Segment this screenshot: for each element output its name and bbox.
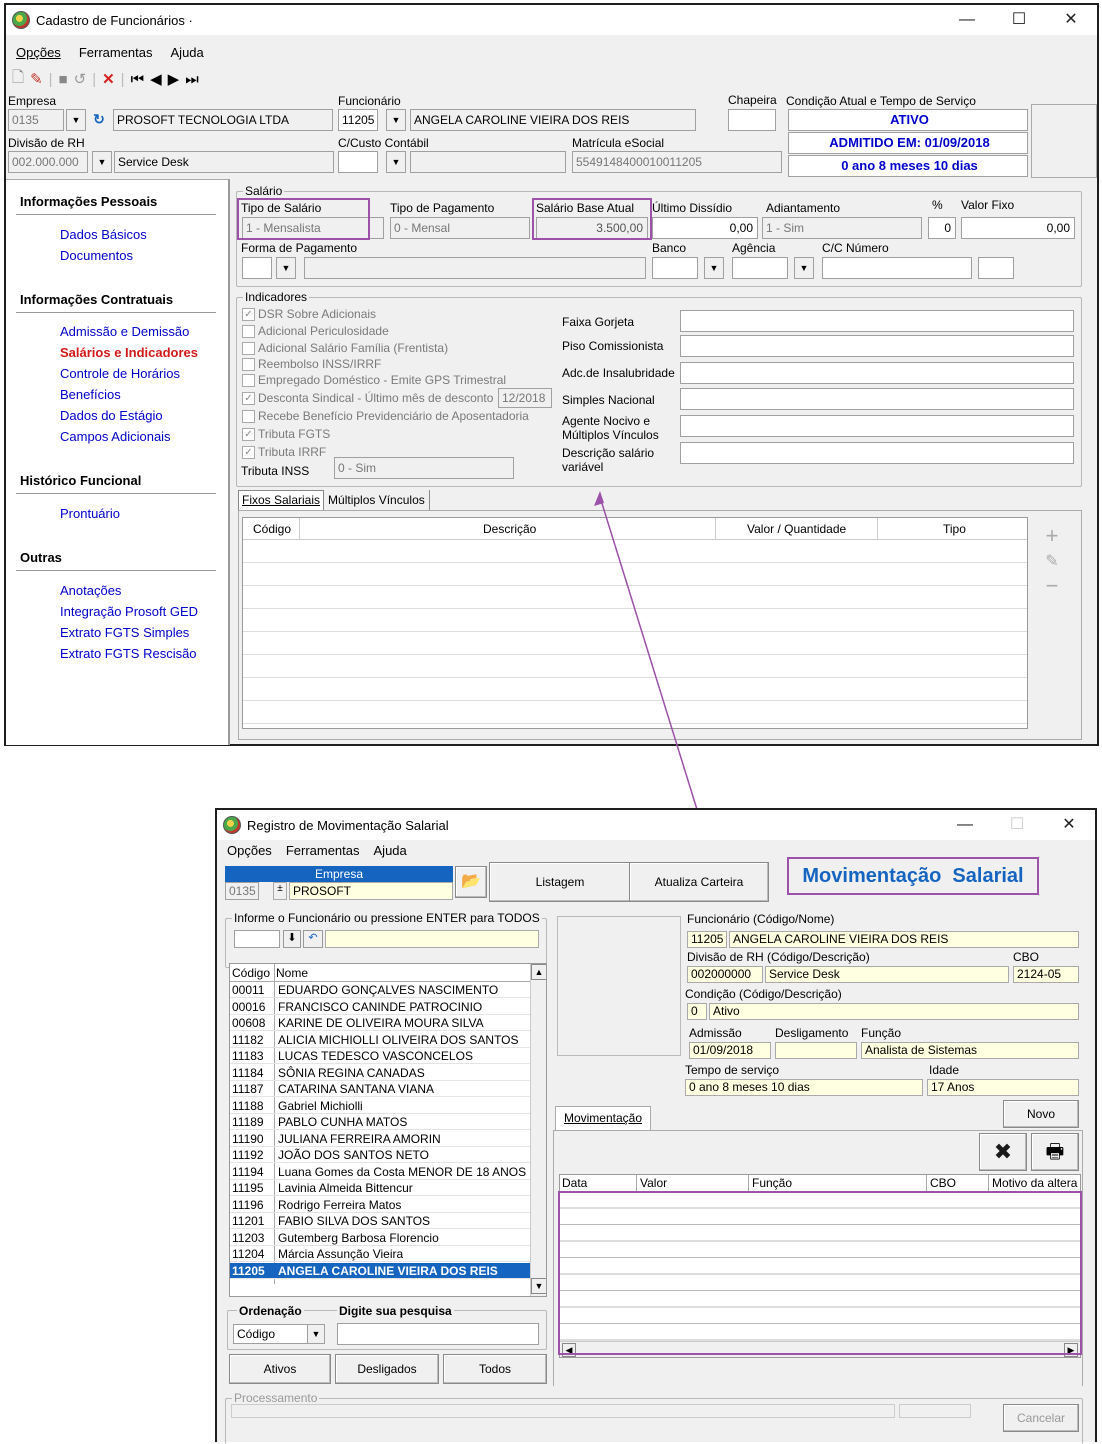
admissao-field: 01/09/2018 xyxy=(689,1042,771,1059)
checkbox-checked[interactable]: ✓ xyxy=(242,308,255,321)
divisao-code-field: 002000000 xyxy=(687,966,763,983)
list-scrollbar[interactable] xyxy=(530,964,547,1296)
menu-ajuda[interactable]: Ajuda xyxy=(170,44,204,60)
novo-button[interactable]: Novo xyxy=(1003,1100,1079,1128)
funcao-field: Analista de Sistemas xyxy=(861,1042,1079,1059)
window-title: Cadastro de Funcionários · xyxy=(36,12,193,28)
emp-code: 11192 xyxy=(232,1148,264,1162)
nav-dados-basicos[interactable]: Dados Básicos xyxy=(60,227,147,242)
agente-nocivo-label-2: Múltiplos Vínculos xyxy=(562,428,659,442)
emp-name: FRANCISCO CANINDE PATROCINIO xyxy=(278,999,483,1014)
idade-field: 17 Anos xyxy=(927,1079,1079,1096)
list-item[interactable] xyxy=(230,1230,530,1246)
emp-name: ANGELA CAROLINE VIEIRA DOS REIS xyxy=(278,1263,498,1278)
ccusto-label: C/Custo Contábil xyxy=(338,136,429,150)
sindical-mes-field[interactable]: 12/2018 xyxy=(498,388,552,408)
tempo-servico-field: 0 ano 8 meses 10 dias xyxy=(788,155,1028,177)
scroll-right-icon[interactable]: ▶ xyxy=(1064,1343,1078,1357)
separator: | xyxy=(92,70,97,88)
ativos-button[interactable]: Ativos xyxy=(229,1354,331,1384)
menu-opcoes[interactable]: Opções xyxy=(16,44,61,60)
adiantamento-select[interactable]: 1 - Sim xyxy=(762,217,922,239)
agencia-label: Agência xyxy=(732,241,776,255)
progress-status xyxy=(899,1404,971,1418)
delete-icon[interactable]: ✕ xyxy=(102,71,115,88)
edit-icon[interactable]: ✎ xyxy=(30,71,43,88)
list-col-nome[interactable]: Nome xyxy=(276,966,309,980)
emp-code: 11183 xyxy=(232,1049,264,1063)
list-item[interactable] xyxy=(230,1180,530,1196)
grid-header xyxy=(560,1175,1081,1192)
progress-bar xyxy=(231,1404,895,1418)
empresa-code-field[interactable]: 0135 xyxy=(8,109,64,131)
emp-name: Márcia Assunção Vieira xyxy=(278,1247,404,1261)
menu-ferramentas[interactable]: Ferramentas xyxy=(285,842,360,858)
nav-anotacoes[interactable]: Anotações xyxy=(60,583,122,598)
list-item[interactable] xyxy=(230,1213,530,1229)
prev-record-icon[interactable]: ◀ xyxy=(150,71,162,88)
emp-name: CATARINA SANTANA VIANA xyxy=(278,1082,435,1096)
print-icon[interactable]: 🖶 xyxy=(1031,1133,1079,1171)
piso-comissionista-label: Piso Comissionista xyxy=(562,339,664,353)
emp-code: 11204 xyxy=(232,1247,265,1261)
emp-name: JOÃO DOS SANTOS NETO xyxy=(278,1148,429,1162)
list-item[interactable] xyxy=(230,1032,530,1048)
condicao-label: Condição Atual e Tempo de Serviço xyxy=(786,94,976,108)
emp-code: 11196 xyxy=(232,1197,264,1212)
tributa-inss-label: Tributa INSS xyxy=(241,464,310,478)
empresa-label: Empresa xyxy=(8,94,57,108)
nav-salarios[interactable]: Salários e Indicadores xyxy=(60,345,199,360)
list-header xyxy=(230,964,530,982)
col-funcao[interactable]: Função xyxy=(752,1176,793,1190)
close-button[interactable]: ✕ xyxy=(1062,816,1076,833)
cbo-label: CBO xyxy=(1013,950,1040,964)
emp-name: SÔNIA REGINA CANADAS xyxy=(278,1065,425,1080)
tipo-salario-label: Tipo de Salário xyxy=(241,201,322,215)
percent-label: % xyxy=(932,198,943,212)
checkbox-checked[interactable]: ✓ xyxy=(242,392,255,405)
remove-icon[interactable]: − xyxy=(1045,573,1059,598)
emp-code: 11194 xyxy=(232,1164,264,1179)
tipo-salario-select[interactable]: 1 - Mensalista xyxy=(242,217,384,239)
salario-base-field[interactable]: 3.500,00 xyxy=(536,217,648,239)
emp-code: 11184 xyxy=(232,1065,264,1080)
chk-tributa-fgts-label: Tributa FGTS xyxy=(258,427,331,441)
list-item[interactable] xyxy=(230,999,530,1015)
lookup-icon[interactable]: ⬇ xyxy=(283,930,301,948)
emp-name: Gabriel Michiolli xyxy=(278,1098,363,1113)
nav-documentos[interactable]: Documentos xyxy=(60,248,133,263)
descricao-variavel-label-2: variável xyxy=(562,460,604,474)
indicadores-group-label: Indicadores xyxy=(245,290,308,304)
funcionario-search-code[interactable] xyxy=(234,930,280,948)
minimize-button[interactable]: — xyxy=(959,11,975,28)
nav-fgts-rescisao[interactable]: Extrato FGTS Rescisão xyxy=(60,646,197,661)
todos-button[interactable]: Todos xyxy=(443,1354,547,1384)
emp-name: EDUARDO GONÇALVES NASCIMENTO xyxy=(278,983,499,997)
list-item[interactable] xyxy=(230,1098,530,1114)
col-valor[interactable]: Valor / Quantidade xyxy=(747,522,847,536)
emp-name: PABLO CUNHA MATOS xyxy=(278,1115,408,1129)
tipo-pagamento-label: Tipo de Pagamento xyxy=(390,201,495,215)
forma-pagamento-dropdown[interactable]: ▼ xyxy=(276,257,296,279)
desligados-button[interactable]: Desligados xyxy=(335,1354,439,1384)
adiantamento-label: Adiantamento xyxy=(766,201,841,215)
funcionario-label: Funcionário xyxy=(338,94,401,108)
emp-name: JULIANA FERREIRA AMORIN xyxy=(278,1131,441,1146)
col-codigo[interactable]: Código xyxy=(253,522,292,536)
emp-code: 11190 xyxy=(232,1131,264,1146)
chk-dsr-label: DSR Sobre Adicionais xyxy=(258,307,377,321)
valor-fixo-field[interactable]: 0,00 xyxy=(961,217,1075,239)
maximize-button[interactable]: ☐ xyxy=(1011,11,1027,28)
list-item[interactable] xyxy=(230,1246,530,1262)
emp-name: KARINE DE OLIVEIRA MOURA SILVA xyxy=(278,1016,484,1030)
col-tipo[interactable]: Tipo xyxy=(943,522,966,536)
undo-icon[interactable]: ↺ xyxy=(73,71,87,88)
movimentacao-window xyxy=(215,808,1097,1442)
chk-tributa-irrf-label: Tributa IRRF xyxy=(258,445,327,459)
chk-reembolso-label: Reembolso INSS/IRRF xyxy=(258,357,382,371)
pesquisa-input[interactable] xyxy=(337,1323,539,1345)
nav-estagio[interactable]: Dados do Estágio xyxy=(60,408,163,423)
undo-icon[interactable]: ↶ xyxy=(303,930,323,948)
refresh-icon[interactable]: ↻ xyxy=(93,111,105,127)
minimize-button[interactable]: — xyxy=(957,816,973,833)
simples-nacional-label: Simples Nacional xyxy=(562,393,655,407)
condicao-name-field: Ativo xyxy=(709,1003,1079,1020)
chk-periculosidade-label: Adicional Periculosidade xyxy=(258,324,389,338)
nav-heading-outras: Outras xyxy=(20,550,62,565)
funcionario-name-field: ANGELA CAROLINE VIEIRA DOS REIS xyxy=(410,109,696,131)
emp-code: 11182 xyxy=(232,1032,264,1047)
divisao-name-field: Service Desk xyxy=(114,151,334,173)
emp-code: 00608 xyxy=(232,1016,266,1030)
checkbox-checked[interactable]: ✓ xyxy=(242,446,255,459)
first-record-icon[interactable]: ⏮ xyxy=(130,70,145,88)
separator: | xyxy=(48,70,53,88)
app-icon xyxy=(223,816,241,834)
salario-group-label: Salário xyxy=(245,184,283,198)
title-bar xyxy=(217,810,1095,840)
list-item[interactable] xyxy=(230,1114,530,1130)
separator: | xyxy=(120,70,125,88)
scroll-left-icon[interactable]: ◀ xyxy=(562,1343,576,1357)
col-motivo[interactable]: Motivo da altera xyxy=(992,1176,1078,1190)
window-title: Registro de Movimentação Salarial xyxy=(247,817,449,833)
funcionario-label: Funcionário (Código/Nome) xyxy=(687,912,835,926)
cc-numero-label: C/C Número xyxy=(822,241,889,255)
tab-multiplos-vinculos[interactable]: Múltiplos Vínculos xyxy=(324,490,430,510)
emp-code: 11195 xyxy=(232,1181,264,1195)
descricao-variavel-label: Descrição salário xyxy=(562,446,655,460)
ultimo-dissidio-label: Último Dissídio xyxy=(652,201,733,215)
emp-code: 11203 xyxy=(232,1230,265,1245)
divisao-label: Divisão de RH (Código/Descrição) xyxy=(687,950,870,964)
condicao-label: Condição (Código/Descrição) xyxy=(685,987,842,1001)
desligamento-label: Desligamento xyxy=(775,1026,849,1040)
emp-name: FABIO SILVA DOS SANTOS xyxy=(278,1214,431,1228)
emp-code: 00011 xyxy=(232,983,265,997)
emp-code: 11201 xyxy=(232,1214,265,1228)
nav-campos[interactable]: Campos Adicionais xyxy=(60,429,171,444)
divisao-dropdown[interactable]: ▼ xyxy=(92,151,112,173)
banco-label: Banco xyxy=(652,241,687,255)
movimentacao-heading: Movimentação Salarial xyxy=(787,857,1039,895)
emp-name: Luana Gomes da Costa MENOR DE 18 ANOS xyxy=(278,1164,527,1179)
emp-code: 00016 xyxy=(232,999,266,1014)
scroll-up-icon[interactable]: ▲ xyxy=(531,964,547,980)
nav-heading-historico: Histórico Funcional xyxy=(20,473,142,488)
emp-name: ALICIA MICHIOLLI OLIVEIRA DOS SANTOS xyxy=(278,1032,519,1047)
tempo-field: 0 ano 8 meses 10 dias xyxy=(685,1079,923,1096)
col-cbo[interactable]: CBO xyxy=(930,1176,957,1190)
nav-beneficios[interactable]: Benefícios xyxy=(60,387,121,402)
scroll-down-icon[interactable]: ▼ xyxy=(531,1278,547,1294)
menu-ajuda[interactable]: Ajuda xyxy=(373,842,407,858)
employee-list[interactable] xyxy=(229,963,547,1297)
checkbox-checked[interactable]: ✓ xyxy=(242,428,255,441)
chk-sindical-label: Desconta Sindical - Último mês de desconto xyxy=(258,391,494,405)
funcionario-code-field: 11205 xyxy=(687,931,727,948)
funcionario-dropdown[interactable]: ▼ xyxy=(386,109,406,131)
faixa-gorjeta-label: Faixa Gorjeta xyxy=(562,315,635,329)
list-col-codigo[interactable]: Código xyxy=(232,966,271,980)
agencia-dropdown[interactable]: ▼ xyxy=(794,257,814,279)
informe-label: Informe o Funcionário ou pressione ENTER para TODOS xyxy=(234,911,540,925)
export-excel-icon[interactable]: ✖ xyxy=(979,1133,1027,1171)
ordenacao-label: Ordenação xyxy=(239,1304,302,1318)
tempo-label: Tempo de serviço xyxy=(685,1063,780,1077)
percent-field[interactable]: 0 xyxy=(928,217,956,239)
empresa-lookup-icon[interactable]: ± xyxy=(273,882,287,900)
new-icon[interactable]: 🗋 xyxy=(12,68,25,86)
col-valor[interactable]: Valor xyxy=(640,1176,668,1190)
ccusto-dropdown[interactable]: ▼ xyxy=(386,151,406,173)
banco-dropdown[interactable]: ▼ xyxy=(704,257,724,279)
processamento-label: Processamento xyxy=(234,1391,318,1405)
emp-name: Gutemberg Barbosa Florencio xyxy=(278,1230,439,1245)
salario-base-label: Salário Base Atual xyxy=(536,201,635,215)
pesquisa-label: Digite sua pesquisa xyxy=(339,1304,452,1318)
col-data[interactable]: Data xyxy=(562,1176,588,1190)
desligamento-field xyxy=(775,1042,857,1059)
emp-name: Lavinia Almeida Bittencur xyxy=(278,1181,413,1195)
status-field: ATIVO xyxy=(788,109,1028,131)
nav-ged[interactable]: Integração Prosoft GED xyxy=(60,604,199,619)
emp-code: 11187 xyxy=(232,1082,264,1096)
employee-photo xyxy=(557,916,681,1056)
nav-heading-pessoais: Informações Pessoais xyxy=(20,194,158,209)
divisao-code-field[interactable]: 002.000.000 xyxy=(8,151,88,173)
list-item[interactable] xyxy=(230,1065,530,1081)
emp-code: 11189 xyxy=(232,1115,264,1129)
chapeira-label: Chapeira xyxy=(728,93,777,107)
nav-prontuario[interactable]: Prontuário xyxy=(60,506,120,521)
emp-code: 11205 xyxy=(232,1263,265,1278)
nav-heading-contratuais: Informações Contratuais xyxy=(20,292,174,307)
chk-salario-familia-label: Adicional Salário Família (Frentista) xyxy=(258,341,449,355)
empresa-dropdown[interactable]: ▼ xyxy=(66,109,86,131)
highlight-movimentacao-grid xyxy=(558,1191,1082,1355)
tab-movimentacao[interactable]: Movimentação xyxy=(555,1106,651,1130)
list-item[interactable] xyxy=(230,1081,530,1097)
atualiza-carteira-button[interactable]: Atualiza Carteira xyxy=(629,862,769,902)
insalubridade-label: Adc.de Insalubridade xyxy=(562,366,675,380)
last-record-icon[interactable]: ⏭ xyxy=(185,70,199,88)
close-button[interactable]: ✕ xyxy=(1064,11,1078,28)
add-icon[interactable]: + xyxy=(1045,523,1059,548)
list-item-selected[interactable] xyxy=(230,1263,530,1279)
empresa-code-field[interactable]: 0135 xyxy=(225,882,259,900)
list-item[interactable] xyxy=(230,1164,530,1180)
funcao-label: Função xyxy=(861,1026,902,1040)
emp-code: 11188 xyxy=(232,1098,264,1113)
forma-pagamento-label: Forma de Pagamento xyxy=(241,241,358,255)
open-folder-button[interactable]: 📂 xyxy=(455,866,487,898)
menu-opcoes[interactable]: Opções xyxy=(227,842,272,858)
empresa-name-field: PROSOFT xyxy=(289,882,453,900)
tributa-inss-select[interactable]: 0 - Sim xyxy=(334,457,514,479)
divisao-name-field: Service Desk xyxy=(765,966,1009,983)
tipo-pagamento-select[interactable]: 0 - Mensal xyxy=(390,217,530,239)
list-item[interactable] xyxy=(230,1147,530,1163)
list-item[interactable] xyxy=(230,1197,530,1213)
funcionario-code-field[interactable]: 11205 xyxy=(338,109,378,131)
ordenacao-select[interactable]: Código xyxy=(233,1324,309,1344)
admissao-label: Admissão xyxy=(689,1026,742,1040)
nav-admissao[interactable]: Admissão e Demissão xyxy=(60,324,190,339)
chk-aposentadoria-label: Recebe Benefício Previdenciário de Aposentadoria xyxy=(258,409,529,423)
next-record-icon[interactable]: ▶ xyxy=(167,71,180,88)
list-item[interactable] xyxy=(230,1048,530,1064)
funcionario-search-name[interactable] xyxy=(325,930,539,948)
admitido-field: ADMITIDO EM: 01/09/2018 xyxy=(788,132,1028,154)
matricula-label: Matrícula eSocial xyxy=(572,136,665,150)
emp-name: Rodrigo Ferreira Matos xyxy=(278,1197,402,1212)
edit-icon[interactable]: ✎ xyxy=(1045,553,1059,570)
ordenacao-dropdown[interactable]: ▼ xyxy=(307,1324,325,1344)
cbo-field: 2124-05 xyxy=(1013,966,1079,983)
menu-ferramentas[interactable]: Ferramentas xyxy=(78,44,153,60)
listagem-button[interactable]: Listagem xyxy=(489,862,631,902)
save-icon[interactable]: ■ xyxy=(58,70,68,88)
funcionario-name-field: ANGELA CAROLINE VIEIRA DOS REIS xyxy=(729,931,1079,948)
divisao-label: Divisão de RH xyxy=(8,136,85,150)
col-descricao[interactable]: Descrição xyxy=(483,522,537,536)
matricula-field: 5549148400010011205 xyxy=(572,151,782,173)
valor-fixo-label: Valor Fixo xyxy=(961,198,1015,212)
emp-name: LUCAS TEDESCO VASCONCELOS xyxy=(278,1049,473,1063)
nav-fgts-simples[interactable]: Extrato FGTS Simples xyxy=(60,625,190,640)
condicao-code-field: 0 xyxy=(687,1003,707,1020)
tab-fixos-salariais[interactable]: Fixos Salariais xyxy=(238,490,324,510)
ultimo-dissidio-field[interactable]: 0,00 xyxy=(652,217,758,239)
list-item[interactable] xyxy=(230,1131,530,1147)
nav-horarios[interactable]: Controle de Horários xyxy=(60,366,180,381)
cancelar-button[interactable]: Cancelar xyxy=(1003,1404,1079,1432)
list-item[interactable] xyxy=(230,1015,530,1031)
maximize-button[interactable]: ☐ xyxy=(1009,816,1025,833)
agente-nocivo-label: Agente Nocivo e xyxy=(562,414,651,428)
empresa-header: Empresa xyxy=(225,866,453,882)
empresa-name-field: PROSOFT TECNOLOGIA LTDA xyxy=(113,109,333,131)
list-item[interactable] xyxy=(230,982,530,998)
idade-label: Idade xyxy=(929,1063,960,1077)
chk-domestico-label: Empregado Doméstico - Emite GPS Trimestral xyxy=(258,373,507,387)
